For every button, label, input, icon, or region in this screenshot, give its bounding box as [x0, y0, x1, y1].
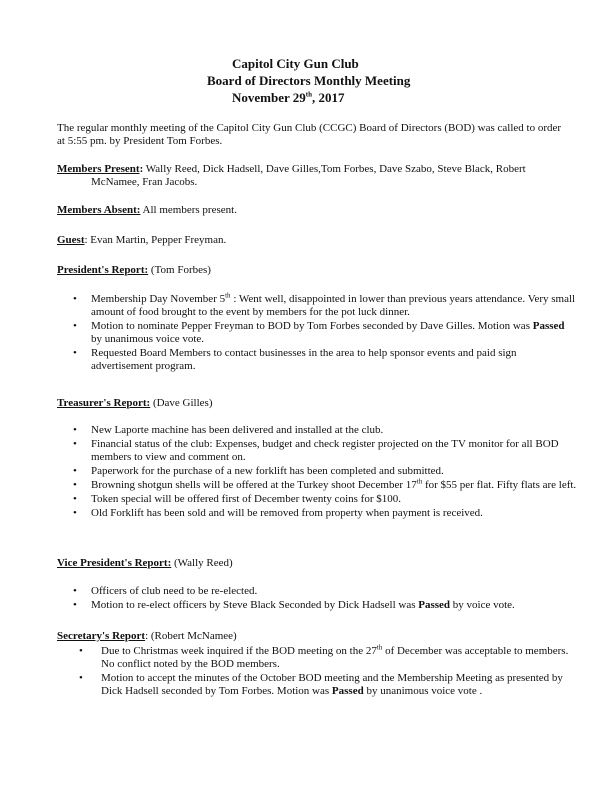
- members-absent-label: Members Absent:: [57, 204, 141, 216]
- secretary-heading: Secretary's Report: (Robert McNamee): [57, 630, 237, 642]
- secretary-list: [57, 645, 577, 699]
- club-name: Capitol City Gun Club: [232, 56, 359, 71]
- list-item: • Motion to nominate Pepper Freyman to BOD by Tom Forbes seconded by Dave Gilles. Motion was Passed by unanimous voice vote.: [57, 320, 577, 346]
- meeting-title: Board of Directors Monthly Meeting: [207, 73, 411, 88]
- list-item: • Old Forklift has been sold and will be removed from property when payment is received.: [57, 507, 577, 520]
- list-item: • Motion to re-elect officers by Steve Black Seconded by Dick Hadsell was Passed by voice vote.: [57, 599, 577, 612]
- members-present: Members Present: Wally Reed, Dick Hadsell, Dave Gilles,Tom Forbes, Dave Szabo, Steve Black, Robert McNamee, Fran Jacobs.: [57, 163, 526, 188]
- guest-label: Guest: [57, 234, 85, 246]
- guest: Guest: Evan Martin, Pepper Freyman.: [57, 234, 227, 246]
- list-item: • Paperwork for the purchase of a new forklift has been completed and submitted.: [57, 465, 577, 478]
- list-item: • Token special will be offered first of December twenty coins for $100.: [57, 493, 577, 506]
- vice-president-heading: Vice President's Report: (Wally Reed): [57, 557, 233, 569]
- president-heading: President's Report: (Tom Forbes): [57, 264, 211, 276]
- list-item: • Requested Board Members to contact businesses in the area to help sponsor events and paid sign advertisement program.: [57, 347, 577, 373]
- list-item: • Officers of club need to be re-elected.: [57, 585, 577, 598]
- intro-paragraph: The regular monthly meeting of the Capitol City Gun Club (CCGC) Board of Directors (BOD) was called to order at 5:55 pm. by President Tom Forbes.: [57, 122, 562, 147]
- members-present-label: Members Present: [57, 163, 140, 175]
- list-item: • Due to Christmas week inquired if the BOD meeting on the 27th of December was acceptable to members. No conflict noted by the BOD members.: [57, 645, 577, 671]
- list-item: • Browning shotgun shells will be offered at the Turkey shoot December 17th for $55 per flat. Fifty flats are left.: [57, 479, 577, 492]
- treasurer-list: [57, 424, 577, 521]
- meeting-date: November 29th, 2017: [232, 90, 345, 105]
- list-item: • New Laporte machine has been delivered and installed at the club.: [57, 424, 577, 437]
- list-item: • Financial status of the club: Expenses, budget and check register projected on the TV monitor for all BOD members to view and comment on.: [57, 438, 577, 464]
- list-item: • Membership Day November 5th : Went well, disappointed in lower than previous years attendance. Very small amount of food brought to the event by members for the pot luck dinner.: [57, 293, 577, 319]
- members-absent: Members Absent: All members present.: [57, 204, 237, 216]
- list-item: • Motion to accept the minutes of the October BOD meeting and the Membership Meeting as presented by Dick Hadsell seconded by Tom Forbes. Motion was Passed by unanimous voice vote .: [57, 672, 577, 698]
- vice-president-list: [57, 585, 577, 613]
- treasurer-heading: Treasurer's Report: (Dave Gilles): [57, 397, 213, 409]
- president-list: [57, 293, 577, 374]
